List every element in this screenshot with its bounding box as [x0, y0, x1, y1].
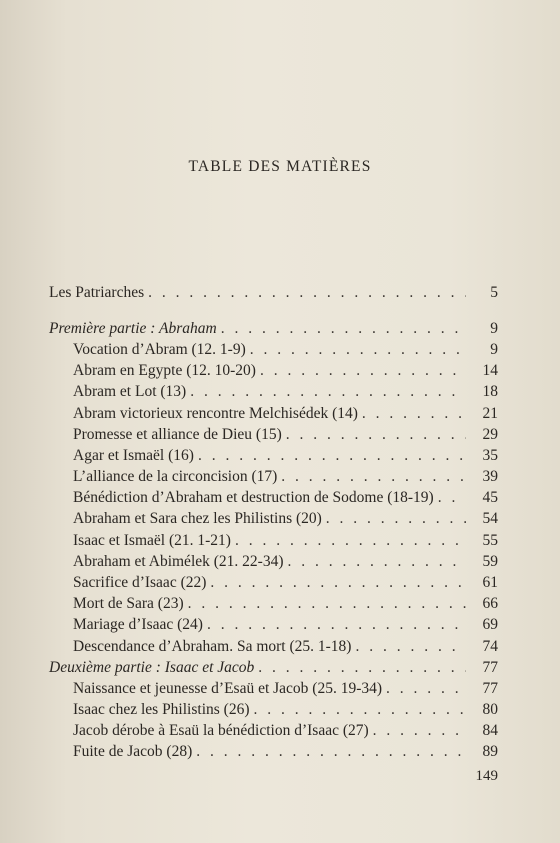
toc-entry-label: Fuite de Jacob (28): [73, 743, 193, 760]
toc-entry-label: Naissance et jeunesse d’Esaü et Jacob (25. 19-34): [73, 680, 383, 697]
dot-leader: [287, 552, 466, 572]
toc-entry-label: Abram en Egypte (12. 10-20): [73, 362, 256, 379]
toc-entry-page: 29: [482, 426, 498, 443]
dot-leader: [438, 488, 466, 508]
dot-leader: [207, 615, 466, 635]
dot-leader: [355, 637, 466, 657]
toc-entry: [73, 340, 498, 360]
toc-section-entry: [49, 319, 498, 339]
toc-entry-label: Abraham et Sara chez les Philistins (20): [73, 510, 322, 527]
toc-entry-label: Abraham et Abimélek (21. 22-34): [73, 553, 284, 570]
toc-entry-label: L’alliance de la circoncision (17): [73, 468, 278, 485]
dot-leader: [196, 742, 466, 762]
toc-entry-page: 77: [482, 659, 498, 676]
toc-entry-label: Vocation d’Abram (12. 1-9): [73, 341, 246, 358]
toc-entry-page: 84: [482, 722, 498, 739]
toc-entry-label: Promesse et alliance de Dieu (15): [73, 426, 282, 443]
toc-entry: [73, 531, 498, 551]
toc-entry-page: 66: [482, 595, 498, 612]
dot-leader: [258, 658, 466, 678]
dot-leader: [190, 382, 466, 402]
dot-leader: [373, 721, 466, 741]
toc-entry-page: 77: [482, 680, 498, 697]
toc-entry-label: Bénédiction d’Abraham et destruction de Sodome (18-19): [73, 489, 434, 506]
toc-entry-page: 89: [482, 743, 498, 760]
dot-leader: [281, 467, 466, 487]
toc-entry-page: 18: [482, 383, 498, 400]
toc-entry-page: 39: [482, 468, 498, 485]
toc-entry-page: 21: [482, 405, 498, 422]
dot-leader: [326, 509, 466, 529]
toc-entry-page: 59: [482, 553, 498, 570]
dot-leader: [198, 446, 466, 466]
toc-entry-page: 74: [482, 638, 498, 655]
toc-entry-label: Deuxième partie : Isaac et Jacob: [49, 659, 255, 676]
toc-entry-page: 80: [482, 701, 498, 718]
toc-entry-page: 9: [490, 341, 498, 358]
toc-entry: [73, 637, 498, 657]
toc-entry-page: 69: [482, 616, 498, 633]
toc-entry-label: Isaac et Ismaël (21. 1-21): [73, 532, 231, 549]
toc-entry: [73, 446, 498, 466]
toc-entry-page: 14: [482, 362, 498, 379]
dot-leader: [235, 531, 466, 551]
page-number: 149: [475, 768, 498, 784]
toc-entry: [73, 488, 498, 508]
toc-entry-label: Descendance d’Abraham. Sa mort (25. 1-18): [73, 638, 352, 655]
toc-entry: [73, 594, 498, 614]
dot-leader: [148, 283, 466, 303]
toc-entry: [73, 721, 498, 741]
page-title: TABLE DES MATIÈRES: [188, 158, 372, 175]
toc-entry-label: Première partie : Abraham: [49, 320, 217, 337]
dot-leader: [286, 425, 466, 445]
toc-entry: [73, 552, 498, 572]
toc-entry: [73, 467, 498, 487]
toc-entry-label: Mort de Sara (23): [73, 595, 184, 612]
dot-leader: [362, 404, 466, 424]
toc-entry: [73, 700, 498, 720]
toc-entry-label: Abram victorieux rencontre Melchisédek (14): [73, 405, 358, 422]
toc-entry: [73, 361, 498, 381]
toc-entry: [73, 425, 498, 445]
dot-leader: [250, 340, 466, 360]
toc-entry-label: Sacrifice d’Isaac (22): [73, 574, 207, 591]
toc-entry: [73, 679, 498, 699]
dot-leader: [221, 319, 466, 339]
toc-entry-label: Abram et Lot (13): [73, 383, 187, 400]
dot-leader: [253, 700, 466, 720]
dot-leader: [386, 679, 466, 699]
toc-entry-label: Mariage d’Isaac (24): [73, 616, 203, 633]
toc-entry-page: 61: [482, 574, 498, 591]
dot-leader: [188, 594, 466, 614]
toc-entry-page: 55: [482, 532, 498, 549]
toc-section-entry: [49, 283, 498, 303]
toc-entry-page: 45: [482, 489, 498, 506]
toc-entry-page: 35: [482, 447, 498, 464]
toc-entry: [73, 382, 498, 402]
dot-leader: [260, 361, 466, 381]
dot-leader: [210, 573, 466, 593]
toc-entry-label: Jacob dérobe à Esaü la bénédiction d’Isaac (27): [73, 722, 369, 739]
toc-entry: [73, 615, 498, 635]
toc-entry-page: 54: [482, 510, 498, 527]
toc-entry: [73, 404, 498, 424]
toc-section-entry: [49, 658, 498, 678]
toc-entry-label: Isaac chez les Philistins (26): [73, 701, 250, 718]
toc-entry: [73, 509, 498, 529]
toc-entry-label: Agar et Ismaël (16): [73, 447, 194, 464]
toc-entry: [73, 742, 498, 762]
toc-entry-label: Les Patriarches: [49, 284, 145, 301]
toc-entry-page: 5: [490, 284, 498, 301]
toc-entry: [73, 573, 498, 593]
toc-entry-page: 9: [490, 320, 498, 337]
